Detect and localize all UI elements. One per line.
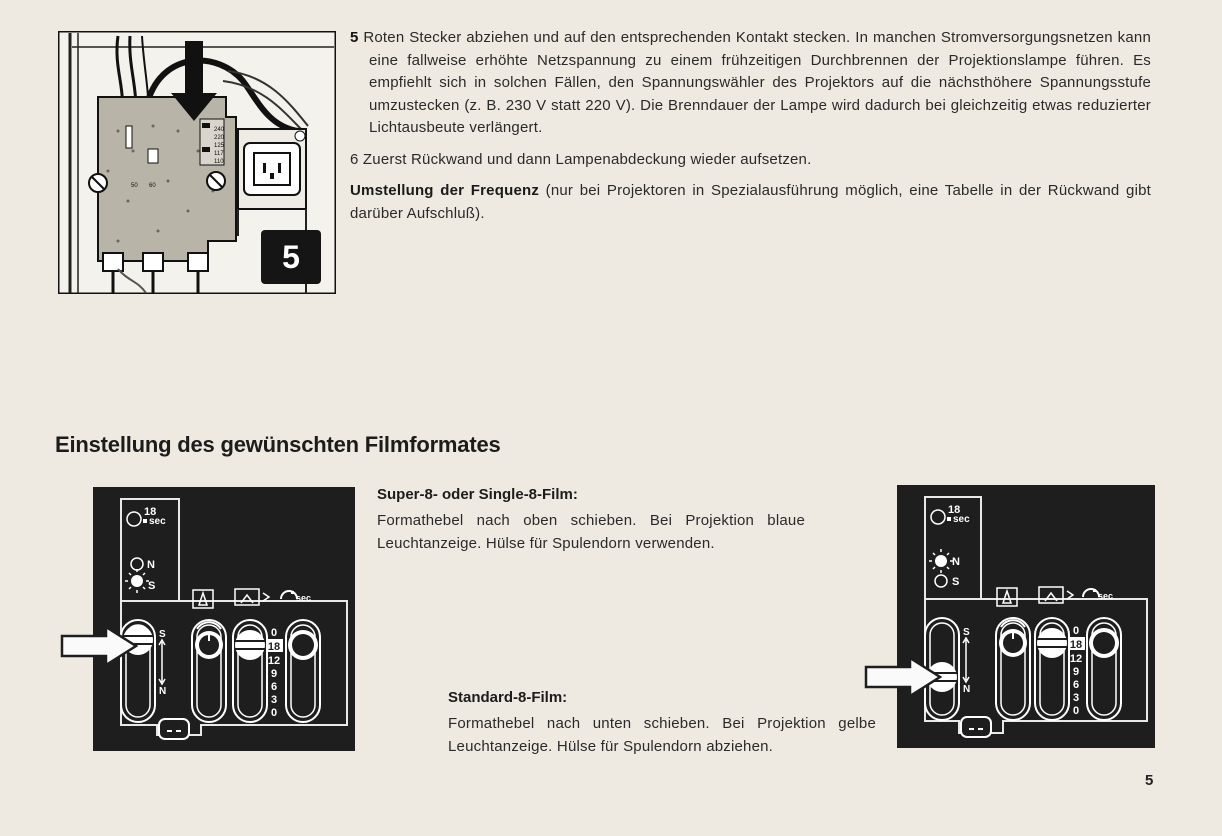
lamp-s-icon-right: [935, 575, 947, 587]
speed-mark-12-right: 12: [1069, 653, 1083, 665]
speed-mark-0-top: 0: [270, 627, 278, 639]
lamp-s-lit-icon: [125, 569, 149, 593]
speed-mark-9: 9: [270, 668, 278, 680]
frequency-note: [350, 180, 1151, 225]
control-panel-standard8-illustration: [897, 485, 1155, 748]
framing-knob[interactable]: [195, 631, 223, 659]
speed-sec-label-right: sec: [1098, 591, 1114, 601]
speed-sec-label: sec: [296, 593, 312, 603]
pointer-arrow-standard8-icon: [864, 656, 942, 698]
lever-s-label: S: [159, 629, 166, 640]
super8-text: Formathebel nach oben schieben. Bei Projektion blaue Leuchtanzeige. Hülse für Spulendorn verwenden.: [377, 512, 805, 552]
voltage-selector-figure: [58, 31, 336, 294]
speed-mark-9-right: 9: [1072, 666, 1080, 678]
lamp-n-icon: [131, 558, 143, 570]
super8-title: Super-8- oder Single-8-Film:: [377, 486, 578, 503]
speed-mark-0-bottom-right: 0: [1072, 705, 1080, 717]
standard8-title: Standard-8-Film:: [448, 689, 568, 706]
step-6-text: Zuerst Rückwand und dann Lampenabdeckung wieder aufsetzen.: [362, 150, 812, 168]
board-label-240: 240: [214, 127, 225, 133]
page-number: 5: [1145, 772, 1154, 789]
control-panel-super8: [93, 487, 355, 751]
step-5-number: 5: [350, 29, 359, 46]
pointer-arrow-super8-icon: [60, 625, 138, 667]
lever-n-label-right: N: [963, 684, 971, 695]
figure-number-badge: 5: [261, 230, 321, 284]
frequency-title: Umstellung der Frequenz: [350, 182, 540, 199]
section-heading: Einstellung des gewünschten Filmformates: [55, 432, 501, 457]
timer-number-right: 18: [948, 504, 961, 516]
speed-icon-right: [1083, 589, 1099, 597]
lamp-n-lit-icon: [929, 549, 953, 573]
step-6: [350, 149, 1151, 172]
lamp-n-label: N: [147, 559, 155, 571]
speed-mark-18: 18: [267, 641, 281, 653]
super8-block: [377, 486, 805, 555]
focus-icon: [235, 589, 259, 605]
speed-mark-12: 12: [267, 655, 281, 667]
focus-knob-right[interactable]: [1037, 628, 1067, 658]
timer-unit-right: sec: [953, 514, 970, 525]
speed-mark-0-bottom: 0: [270, 707, 278, 719]
step-6-number: 6: [350, 150, 359, 168]
board-label-125: 125: [214, 143, 225, 149]
speed-knob-right[interactable]: [1089, 628, 1119, 658]
standard8-text: Formathebel nach unten schieben. Bei Projektion gelbe Leuchtanzeige. Hülse für Spulendorn abziehen.: [448, 715, 876, 755]
framing-knob-right[interactable]: [999, 629, 1027, 657]
focus-knob[interactable]: [235, 630, 265, 660]
speed-mark-3-right: 3: [1072, 692, 1080, 704]
step-5-text: Roten Stecker abziehen und auf den entsprechenden Kontakt stecken. In manchen Stromversorgungsnetzen kann eine fallweise erhöhte Netzspannung zu einem frühzeitigen Durchbrennen der Projektionslampe führen. Es empfiehlt sich in solchen Fällen, den Spannungswähler des Projektors auf die nächsthöhere Spannungsstufe umzustecken (z. B. 230 V statt 220 V). Die Brenndauer der Lampe wird dadurch bei gleichzeitig etwas reduzierter Lichtausbeute verlängert.: [363, 29, 1151, 136]
instructions-top: [350, 27, 1151, 225]
spool-holder-icon-right: [961, 717, 991, 737]
spool-holder-icon: [159, 719, 189, 739]
board-label-60: 60: [149, 183, 156, 189]
standard8-block: [448, 689, 876, 758]
speed-mark-6-right: 6: [1072, 679, 1080, 691]
frequency-text: (nur bei Projektoren in Spezialausführung möglich, eine Tabelle in der Rückwand gibt darüber Aufschluß).: [350, 182, 1152, 222]
board-label-117: 117: [214, 151, 224, 157]
lamp-n-label-right: N: [952, 556, 960, 568]
lever-s-label-right: S: [963, 627, 970, 638]
board-label-50: 50: [131, 183, 138, 189]
lamp-s-label: S: [148, 580, 156, 592]
speed-mark-0-top-right: 0: [1072, 625, 1080, 637]
timer-icon-right: [931, 510, 945, 524]
board-label-110: 110: [214, 159, 224, 165]
speed-mark-18-right: 18: [1069, 639, 1083, 651]
speed-knob[interactable]: [288, 630, 318, 660]
timer-number: 18: [144, 506, 157, 518]
control-panel-standard8: [897, 485, 1155, 748]
speed-mark-3: 3: [270, 694, 278, 706]
timer-unit: sec: [149, 516, 166, 527]
focus-icon-right: [1039, 587, 1063, 603]
lamp-s-label-right: S: [952, 576, 960, 588]
board-label-220: 220: [214, 135, 225, 141]
speed-mark-6: 6: [270, 681, 278, 693]
step-5: [350, 27, 1151, 140]
control-panel-super8-illustration: [93, 487, 355, 751]
speed-icon: [281, 591, 297, 599]
lever-n-label: N: [159, 686, 167, 697]
timer-icon: [127, 512, 141, 526]
